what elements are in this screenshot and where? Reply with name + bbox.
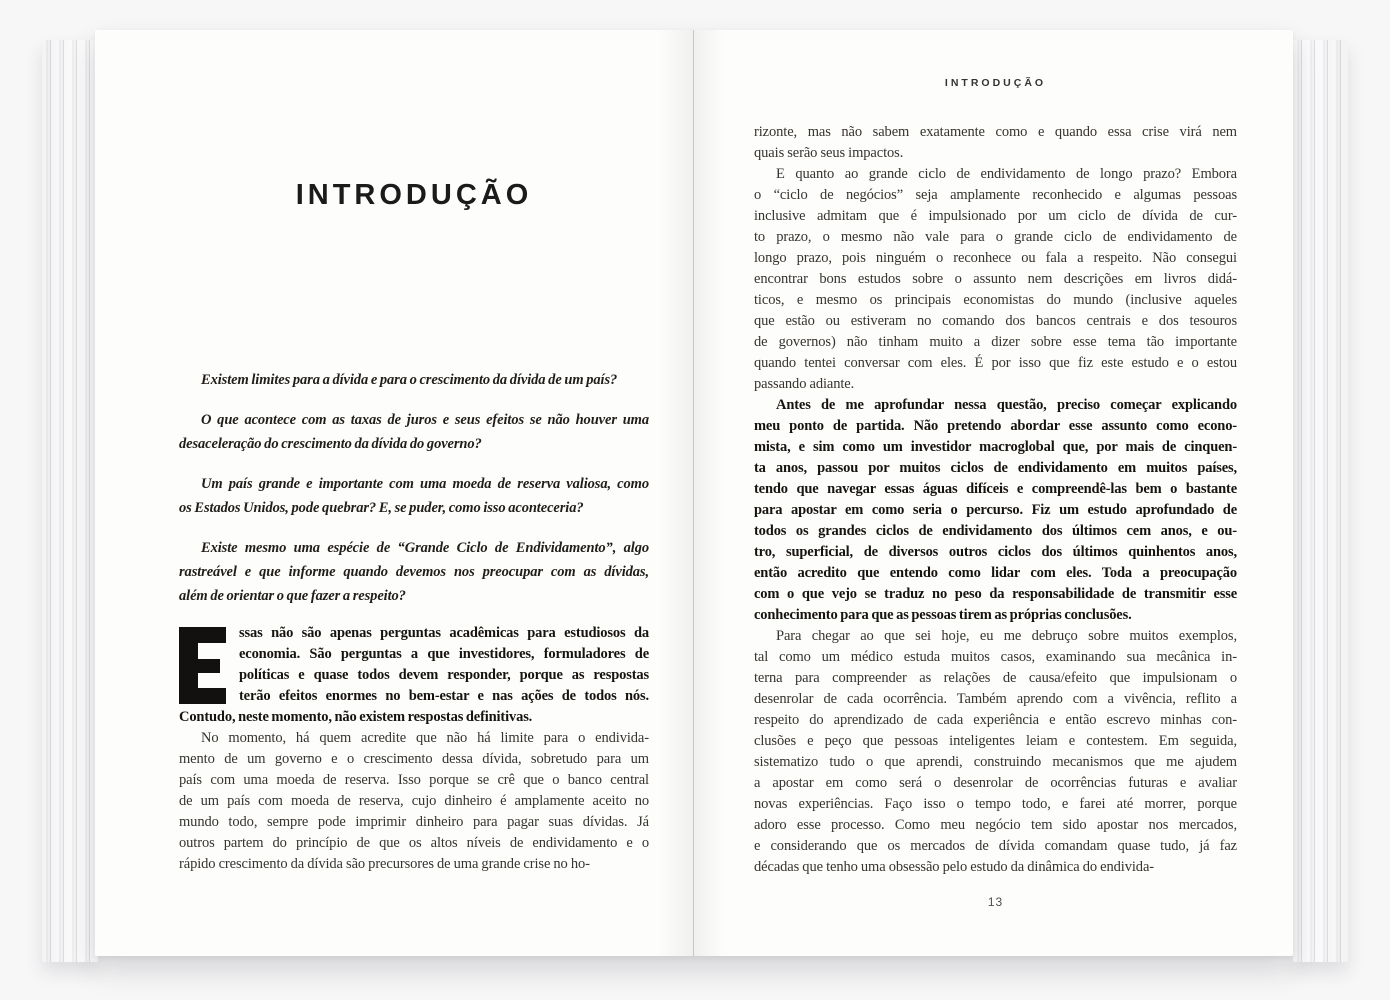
text-line: o “ciclo de negócios” seja amplamente reconhecido e algumas pessoas [754,187,1237,203]
text-line: terão efeitos enormes no bem-estar e nas ações de todos nós. [239,688,649,704]
text-line: mento de um governo e o crescimento dessa dívida, sobretudo para um [179,751,649,767]
paragraph [754,395,1237,626]
paragraph [179,368,649,392]
text-line: outros partem do princípio de que os altos níveis de endividamento e o [179,835,649,851]
paragraph-with-dropcap [179,623,649,728]
right-page-body [754,122,1237,878]
text-line: Para chegar ao que sei hoje, eu me debruço sobre muitos exemplos, [776,628,1237,644]
text-line: país com uma moeda de reserva. Isso porque se crê que o banco central [179,772,649,788]
text-line: tro, superficial, de diversos outros ciclos dos últimos quinhentos anos, [754,544,1237,560]
book-spread [95,30,1293,956]
text-line: mista, e sim como um investidor macroglobal que, por mais de cinquen- [754,439,1237,455]
page-stack-left-edge [42,40,98,962]
left-page [95,30,693,956]
right-page [693,30,1293,956]
paragraph [179,536,649,608]
text-line: Antes de me aprofundar nessa questão, preciso começar explicando [776,397,1237,413]
running-header: INTRODUÇÃO [944,77,1047,89]
left-page-questions [179,368,649,608]
text-line: rápido crescimento da dívida são precursores de uma grande crise no ho- [179,856,590,872]
text-line: tendo que navegar essas águas difíceis e compreendê-las bem o bastante [754,481,1237,497]
text-line: todos os grandes ciclos de endividamento dos últimos cem anos, e ou- [754,523,1237,539]
text-line: ta anos, passou por muitos ciclos de endividamento em muitos países, [754,460,1237,476]
text-line: de um país com moeda de reserva, cujo dinheiro é amplamente aceito no [179,793,649,809]
text-line: novas experiências. Faço isso o tempo todo, e farei até morrer, porque [754,796,1237,812]
text-line: Contudo, neste momento, não existem respostas definitivas. [179,709,533,725]
left-page-body [179,623,649,875]
open-book [42,30,1348,968]
text-line: to prazo, o mesmo não vale para o grande ciclo de endividamento de [754,229,1237,245]
text-line: longo prazo, pois ninguém o reconhece ou fala a respeito. Não consegui [754,250,1237,266]
text-line: quais serão seus impactos. [754,145,904,161]
text-line: meu ponto de partida. Não pretendo abordar esse assunto como econo- [754,418,1237,434]
text-line: Existem limites para a dívida e para o crescimento da dívida de um país? [201,372,618,388]
text-line: No momento, há quem acredite que não há limite para o endivida- [201,730,649,746]
text-line: ssas não são apenas perguntas acadêmicas para estudiosos da [239,625,649,641]
text-line: inclusive admitam que é impulsionado por um ciclo de dívida de cur- [754,208,1237,224]
text-line: Existe mesmo uma espécie de “Grande Ciclo de Endividamento”, algo [201,540,649,556]
text-line: políticas e quase todos devem responder, porque as respostas [239,667,649,683]
paragraph [179,728,649,875]
text-line: respeito do aprendizado de cada experiência e então escrevo minhas con- [754,712,1237,728]
paragraph [754,122,1237,164]
text-line: a apostar em como será o desenrolar de ocorrências futuras e avaliar [754,775,1237,791]
paragraph [179,472,649,520]
text-line: quando tentei conversar com eles. É por isso que fiz este estudo e o estou [754,355,1237,371]
text-line: clusões e peço que pessoas inteligentes leiam e contestem. Em seguida, [754,733,1237,749]
drop-cap-letter [179,627,226,704]
page-number: 13 [987,895,1004,909]
paragraph [754,626,1237,878]
text-line: E quanto ao grande ciclo de endividamento de longo prazo? Embora [776,166,1237,182]
text-line: adoro esse processo. Como meu negócio tem sido apostar nos mercados, [754,817,1237,833]
text-line: e considerando que os mercados de dívida comandam quase tudo, já faz [754,838,1237,854]
text-line: para apostar em como seria o percurso. Fiz um estudo aprofundado de [754,502,1237,518]
text-line: então acredito que entendo como lidar com eles. Toda a preocupação [754,565,1237,581]
text-line: Um país grande e importante com uma moeda de reserva valiosa, como [201,476,649,492]
text-line: conhecimento para que as pessoas tirem as próprias conclusões. [754,607,1132,623]
text-line: desaceleração do crescimento da dívida do governo? [179,436,482,452]
chapter-title: INTRODUÇÃO [295,179,533,211]
text-line: de governos) não tinham muito a dizer sobre esse tema tão importante [754,334,1237,350]
text-line: décadas que tenho uma obsessão pelo estudo da dinâmica do endivida- [754,859,1155,875]
text-line: encontrar bons estudos sobre o assunto nem descrições em livros didá- [754,271,1237,287]
text-line: com o que vejo se traduz no peso da responsabilidade de transmitir esse [754,586,1237,602]
text-line: ticos, e mesmo os principais economistas do mundo (inclusive aqueles [754,292,1237,308]
text-line: tal como um médico estuda muitos casos, examinando sua mecânica in- [754,649,1237,665]
text-line: rastreável e que informe quando devemos nos preocupar com as dívidas, [179,564,649,580]
paragraph [179,408,649,456]
text-line: O que acontece com as taxas de juros e seus efeitos se não houver uma [201,412,649,428]
text-line: os Estados Unidos, pode quebrar? E, se puder, como isso aconteceria? [179,500,584,516]
text-line: além de orientar o que fazer a respeito? [179,588,406,604]
text-line: terna para compreender as relações de causa/efeito que impulsionam o [754,670,1237,686]
text-line: mundo todo, sempre pode imprimir dinheiro para pagar suas dívidas. Já [179,814,649,830]
paragraph [754,164,1237,395]
text-line: desenrolar de cada ocorrência. Também aprendo com a vivência, reflito a [754,691,1237,707]
text-line: que estão ou estiveram no comando dos bancos centrais e dos tesouros [754,313,1237,329]
text-line: sistematizo tudo o que aprendi, construindo mecanismos que me ajudem [754,754,1237,770]
text-line: rizonte, mas não sabem exatamente como e quando essa crise virá nem [754,124,1237,140]
page-stack-right-edge [1293,40,1348,962]
text-line: economia. São perguntas a que investidores, formuladores de [239,646,649,662]
text-line: passando adiante. [754,376,855,392]
